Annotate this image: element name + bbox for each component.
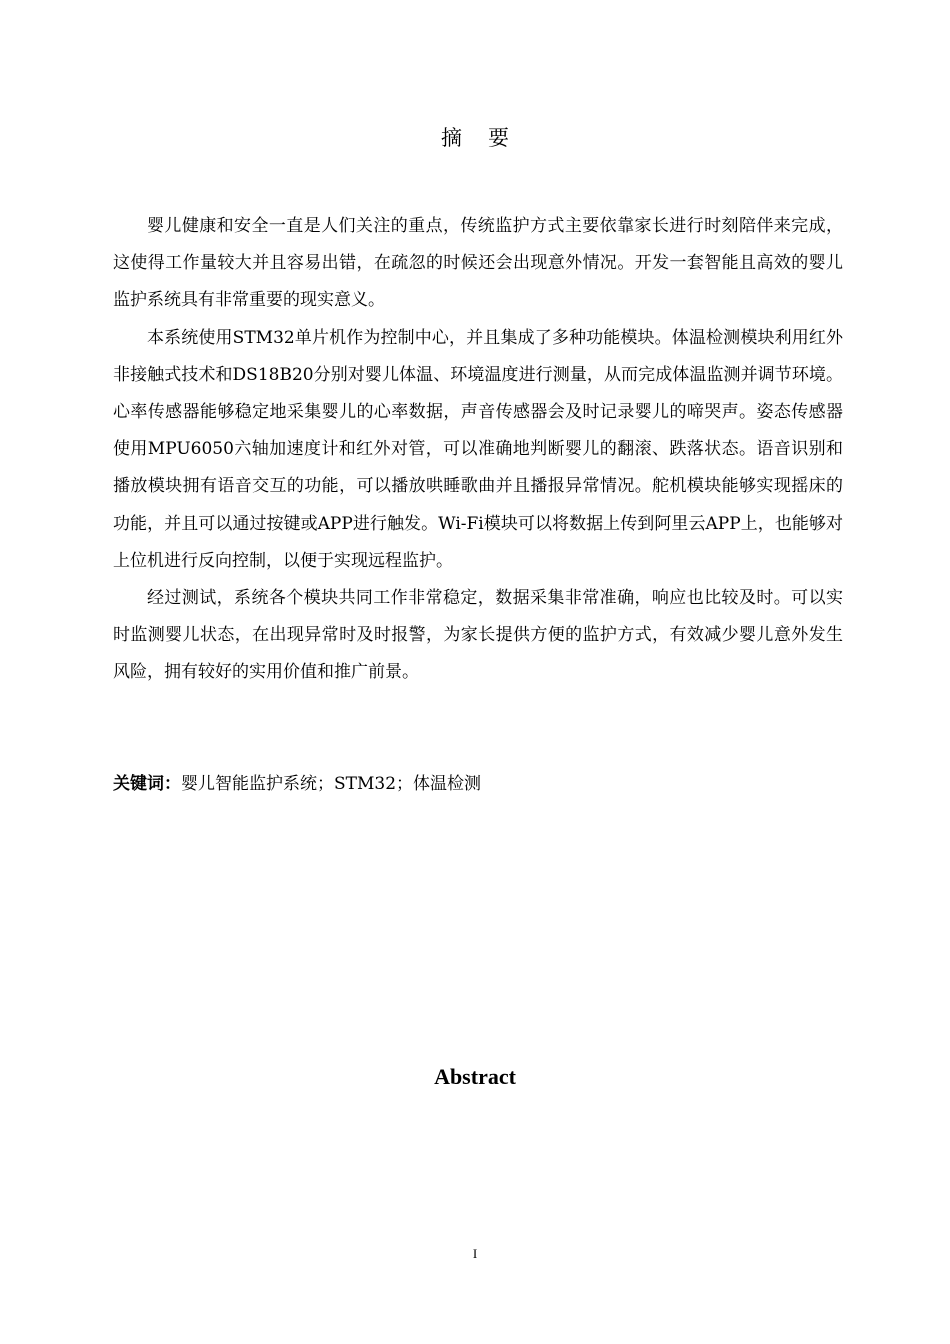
page-number: I xyxy=(472,1246,478,1261)
abstract-title-en: Abstract xyxy=(434,1064,516,1089)
keywords-value: 婴儿智能监护系统；STM32；体温检测 xyxy=(181,774,482,794)
abstract-body-cn xyxy=(113,208,843,692)
keywords-label: 关键词： xyxy=(113,774,181,794)
abstract-paragraph-1: 婴儿健康和安全一直是人们关注的重点，传统监护方式主要依靠家长进行时刻陪伴来完成，这使得工作量较大并且容易出错，在疏忽的时候还会出现意外情况。开发一套智能且高效的婴儿监护系统具有非常重要的现实意义。 xyxy=(113,216,843,311)
abstract-title-cn: 摘要 xyxy=(441,126,535,150)
keywords-line xyxy=(113,770,481,798)
abstract-paragraph-3: 经过测试，系统各个模块共同工作非常稳定，数据采集非常准确，响应也比较及时。可以实时监测婴儿状态，在出现异常时及时报警，为家长提供方便的监护方式，有效减少婴儿意外发生风险，拥有较好的实用价值和推广前景。 xyxy=(113,588,843,683)
abstract-paragraph-2: 本系统使用STM32单片机作为控制中心，并且集成了多种功能模块。体温检测模块利用红外非接触式技术和DS18B20分别对婴儿体温、环境温度进行测量，从而完成体温监测并调节环境。心率传感器能够稳定地采集婴儿的心率数据，声音传感器会及时记录婴儿的啼哭声。姿态传感器使用MPU6050六轴加速度计和红外对管，可以准确地判断婴儿的翻滚、跌落状态。语音识别和播放模块拥有语音交互的功能，可以播放哄睡歌曲并且播报异常情况。舵机模块能够实现摇床的功能，并且可以通过按键或APP进行触发。Wi-Fi模块可以将数据上传到阿里云APP上，也能够对上位机进行反向控制，以便于实现远程监护。 xyxy=(113,327,843,571)
